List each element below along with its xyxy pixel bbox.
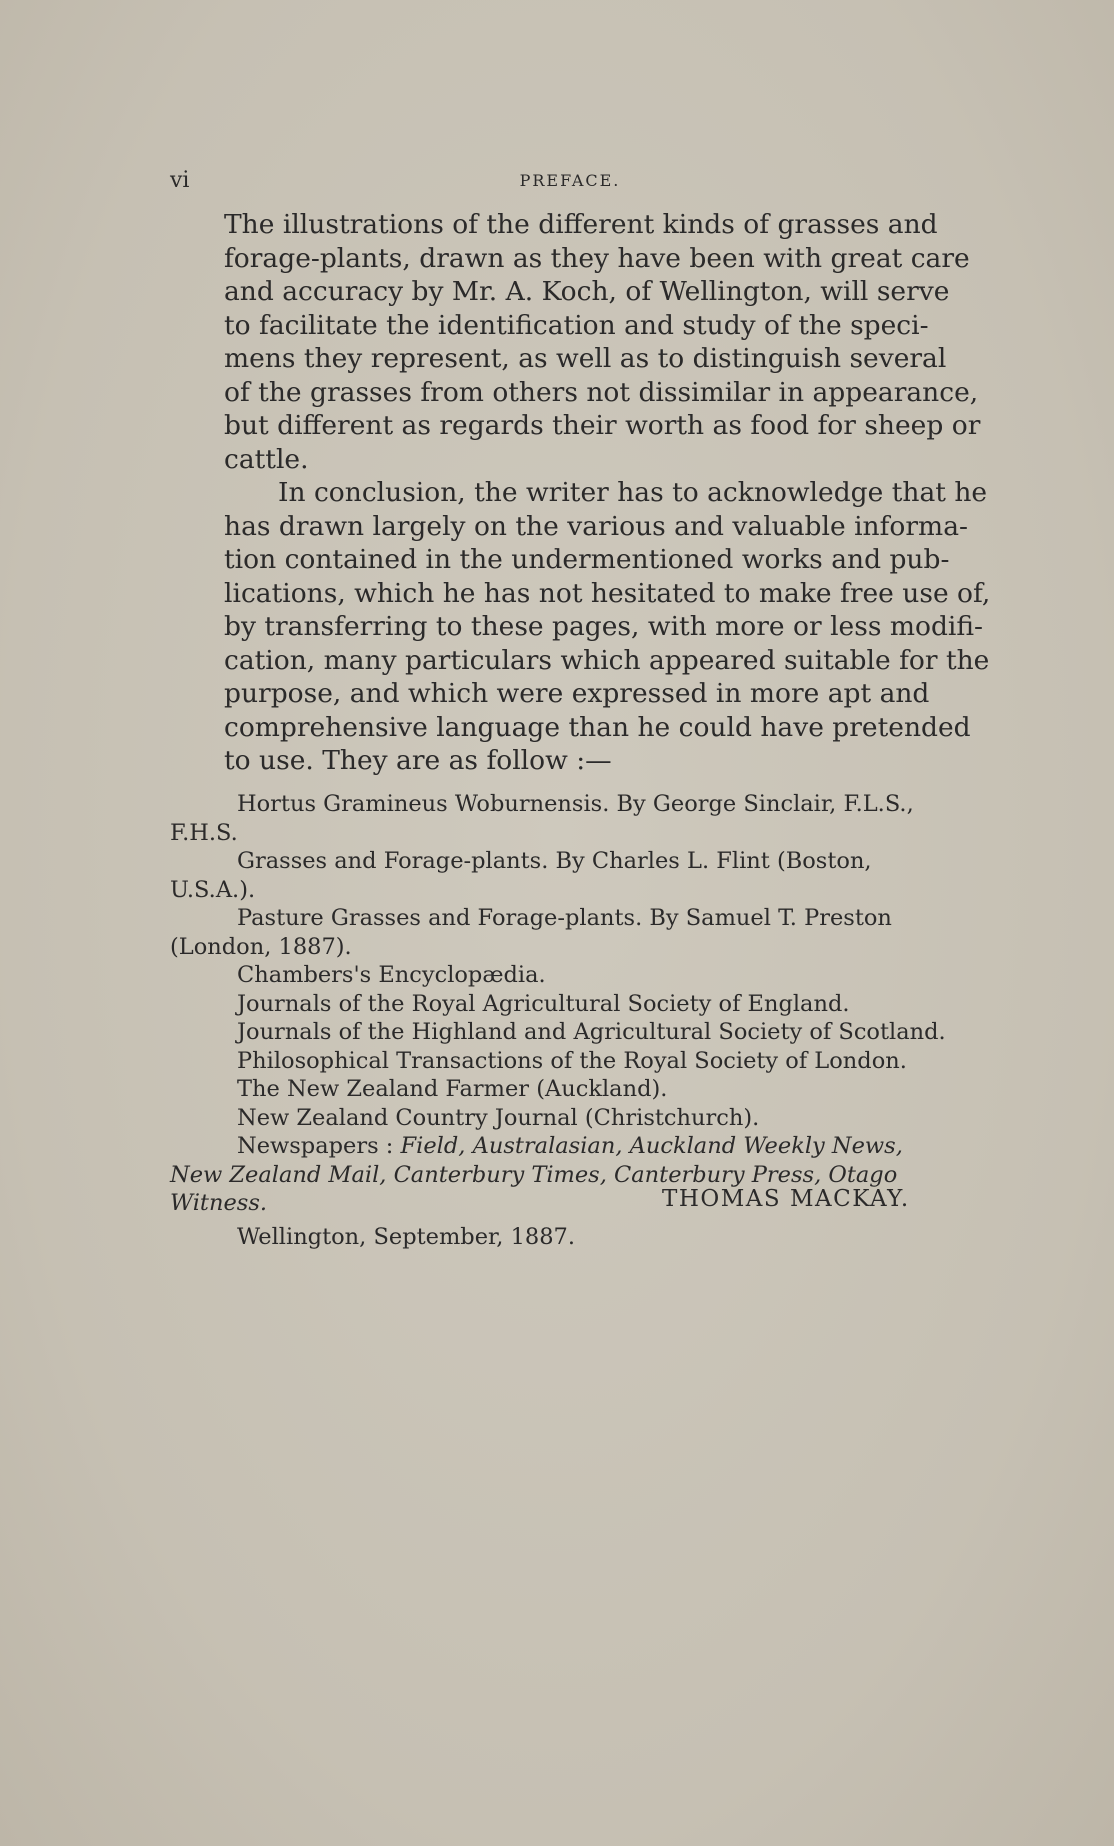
text-line: to use. They are as follow :—	[224, 745, 612, 776]
text-line: mens they represent, as well as to distinguish several	[224, 343, 947, 374]
text-line: tion contained in the undermentioned works and pub-	[224, 544, 950, 575]
dateline: Wellington, September, 1887.	[237, 1224, 576, 1250]
text-line: purpose, and which were expressed in more apt and	[224, 678, 930, 709]
works-list	[170, 790, 990, 1218]
work-pasture: Pasture Grasses and Forage-plants. By Samuel T. Preston	[237, 905, 892, 931]
work-royal-agricultural: Journals of the Royal Agricultural Society of England.	[237, 990, 850, 1017]
work-grasses: Grasses and Forage-plants. By Charles L. Flint (Boston,	[237, 848, 872, 874]
text-line: cattle.	[224, 443, 309, 475]
text-line: but different as regards their worth as food for sheep or	[224, 410, 981, 441]
work-highland: Journals of the Highland and Agricultural Society of Scotland.	[237, 1019, 946, 1045]
running-head	[170, 168, 970, 196]
newspapers-label: Newspapers :	[237, 1133, 401, 1159]
text-line: The illustrations of the different kinds of grasses and	[224, 209, 938, 240]
work-hortus-cont: F.H.S.	[170, 819, 238, 846]
paragraph-illustrations	[170, 208, 981, 476]
text-line: and accuracy by Mr. A. Koch, of Wellington, will serve	[224, 276, 950, 307]
work-newspapers-cont	[170, 1161, 990, 1190]
newspapers-titles-end: Witness.	[170, 1190, 268, 1216]
newspapers-titles-cont: New Zealand Mail, Canterbury Times, Canterbury Press, Otago	[170, 1161, 898, 1188]
text-line: to facilitate the identification and study of the speci-	[224, 309, 929, 341]
text-line: has drawn largely on the various and valuable informa-	[224, 510, 968, 542]
work-hortus: Hortus Gramineus Woburnensis. By George Sinclair, F.L.S.,	[237, 791, 914, 817]
newspapers-titles: Field, Australasian, Auckland Weekly News,	[400, 1133, 903, 1159]
page-title: PREFACE.	[519, 171, 621, 190]
text-line: In conclusion, the writer has to acknowledge that he	[278, 477, 988, 508]
work-chambers: Chambers's Encyclopædia.	[237, 962, 546, 988]
work-nz-country: New Zealand Country Journal (Christchurch).	[237, 1104, 760, 1131]
work-nz-farmer: The New Zealand Farmer (Auckland).	[237, 1076, 668, 1102]
text-line: of the grasses from others not dissimilar in appearance,	[224, 376, 979, 408]
work-grasses-cont: U.S.A.).	[170, 876, 256, 903]
text-line: cation, many particulars which appeared suitable for the	[224, 644, 990, 676]
text-line: by transferring to these pages, with more or less modifi-	[224, 611, 984, 642]
work-newspapers	[170, 1132, 990, 1161]
page-number: vi	[170, 168, 190, 193]
text-line: comprehensive language than he could have pretended	[224, 711, 971, 743]
work-philosophical: Philosophical Transactions of the Royal Society of London.	[237, 1047, 907, 1074]
preface-body	[170, 208, 991, 778]
work-pasture-cont: (London, 1887).	[170, 933, 352, 960]
author-signature: THOMAS MACKAY.	[662, 1186, 910, 1212]
text-line: lications, which he has not hesitated to make free use of,	[224, 577, 991, 609]
text-line: forage-plants, drawn as they have been with great care	[224, 242, 970, 274]
paragraph-conclusion	[170, 476, 991, 778]
